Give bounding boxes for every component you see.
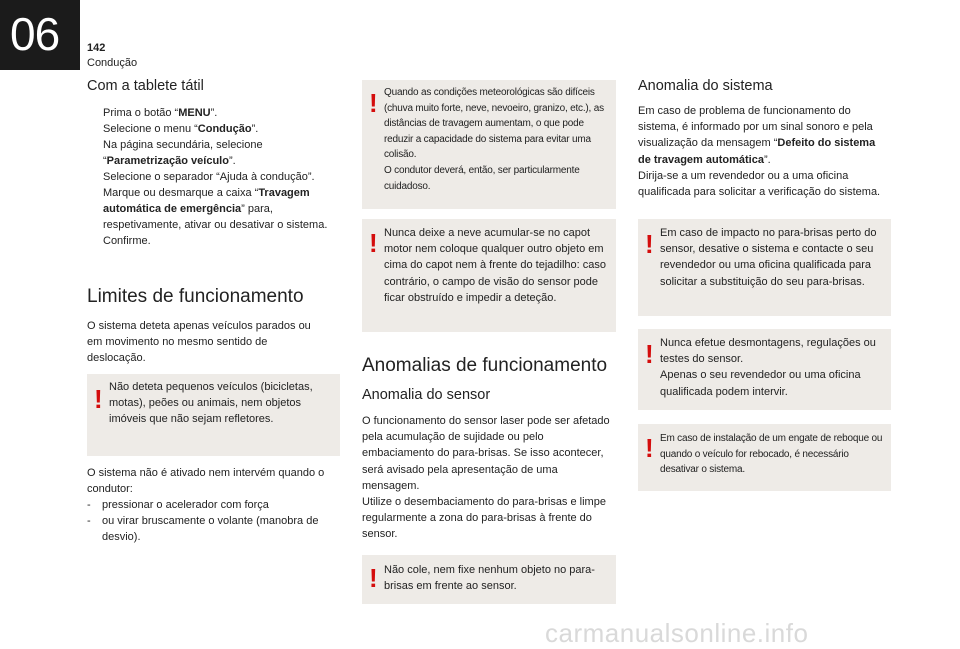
warning-text: Em caso de impacto no para-brisas perto do sensor, desative o sistema e contacte o seu revendedor ou uma oficina qualificada para solicitar a substituição do seu para-brisas.: [660, 227, 877, 288]
warning-text: Não deteta pequenos veículos (bicicletas, motas), peões ou animais, nem objetos imóveis que não sejam refletores.: [109, 381, 313, 426]
warning-icon: !: [645, 433, 654, 463]
malfunctions-title: Anomalias de funcionamento: [362, 355, 608, 376]
list-item: Marque ou desmarque a caixa “Travagem automática de emergência” para, respetivamente, ativar ou desativar o sistema.: [103, 187, 328, 231]
warning-icon: !: [369, 228, 378, 258]
list-item: Na página secundária, selecione “Parametrização veículo”.: [103, 139, 263, 167]
limits-title: Limites de funcionamento: [87, 286, 304, 307]
tablet-steps-list: [87, 105, 342, 249]
warning-box-impact: [638, 219, 891, 316]
not-activated-text: O sistema não é ativado nem intervém quando o condutor:: [87, 467, 325, 496]
warning-box-small-objects: [87, 374, 340, 456]
warning-box-glue: [362, 555, 616, 604]
sensor-title: Anomalia do sensor: [362, 387, 491, 403]
warning-box-snow: [362, 219, 616, 332]
warning-text: Quando as condições meteorológicas são difíceis (chuva muito forte, neve, nevoeiro, granizo, etc.), as distâncias de travagem aumentam, o que pode reduzir a capacidade do sistema para evitar uma colisão. O condutor deverá, então, ser particularmente cuidadoso.: [384, 87, 604, 192]
list-item: Selecione o separador “Ajuda à condução”.: [103, 171, 315, 183]
warning-text: Nunca efetue desmontagens, regulações ou testes do sensor. Apenas o seu revendedor ou uma oficina qualificada podem intervir.: [660, 337, 876, 398]
warning-box-weather: [362, 80, 616, 209]
list-item: - ou virar bruscamente o volante (manobra de desvio).: [87, 515, 319, 544]
system-text: Em caso de problema de funcionamento do sistema, é informado por um sinal sonoro e pela visualização da mensagem “Defeito do sistema de travagem automática”. Dirija-se a um revendedor ou a uma oficina qualificada para solicitar a verificação do sistema.: [638, 105, 881, 199]
list-item: Prima o botão “MENU”.: [103, 107, 218, 119]
warning-text: Nunca deixe a neve acumular-se no capot motor nem coloque qualquer outro objeto em cima do capot nem à frente do tejadilho: caso contrário, o campo de visão do sensor pode ficar obstruído e impedir a deteção.: [384, 227, 606, 304]
warning-icon: !: [645, 229, 654, 259]
chapter-number: 06: [10, 8, 60, 60]
warning-box-tow: [638, 424, 891, 491]
limits-text: O sistema deteta apenas veículos parados ou em movimento no mesmo sentido de deslocação.: [87, 320, 311, 365]
warning-box-dismantle: [638, 329, 891, 410]
chapter-tab: [0, 0, 80, 70]
conditions-list: [87, 497, 345, 546]
page-number: 142: [87, 42, 106, 54]
warning-text: Em caso de instalação de um engate de reboque ou quando o veículo for rebocado, é necessário desativar o sistema.: [660, 433, 883, 476]
list-item: Selecione o menu “Condução”.: [103, 123, 259, 135]
tablet-title: Com a tablete tátil: [87, 78, 204, 94]
warning-icon: !: [369, 563, 378, 593]
warning-icon: !: [94, 384, 103, 414]
warning-icon: !: [645, 339, 654, 369]
watermark: carmanualsonline.info: [545, 618, 809, 648]
sensor-text: O funcionamento do sensor laser pode ser afetado pela acumulação de sujidade ou pelo embaciamento do para-brisas. Se isso acontecer, será avisado pela apresentação de uma mensagem. Utilize o desembaciamento do para-brisas e limpe regularmente a zona do para-brisas à frente do sensor.: [362, 415, 610, 541]
warning-icon: !: [369, 88, 378, 118]
list-item: - pressionar o acelerador com força: [87, 499, 269, 511]
warning-text: Não cole, nem fixe nenhum objeto no para-brisas em frente ao sensor.: [384, 564, 595, 593]
list-item: Confirme.: [103, 235, 151, 247]
section-label: Condução: [87, 57, 138, 69]
system-title: Anomalia do sistema: [638, 78, 773, 94]
